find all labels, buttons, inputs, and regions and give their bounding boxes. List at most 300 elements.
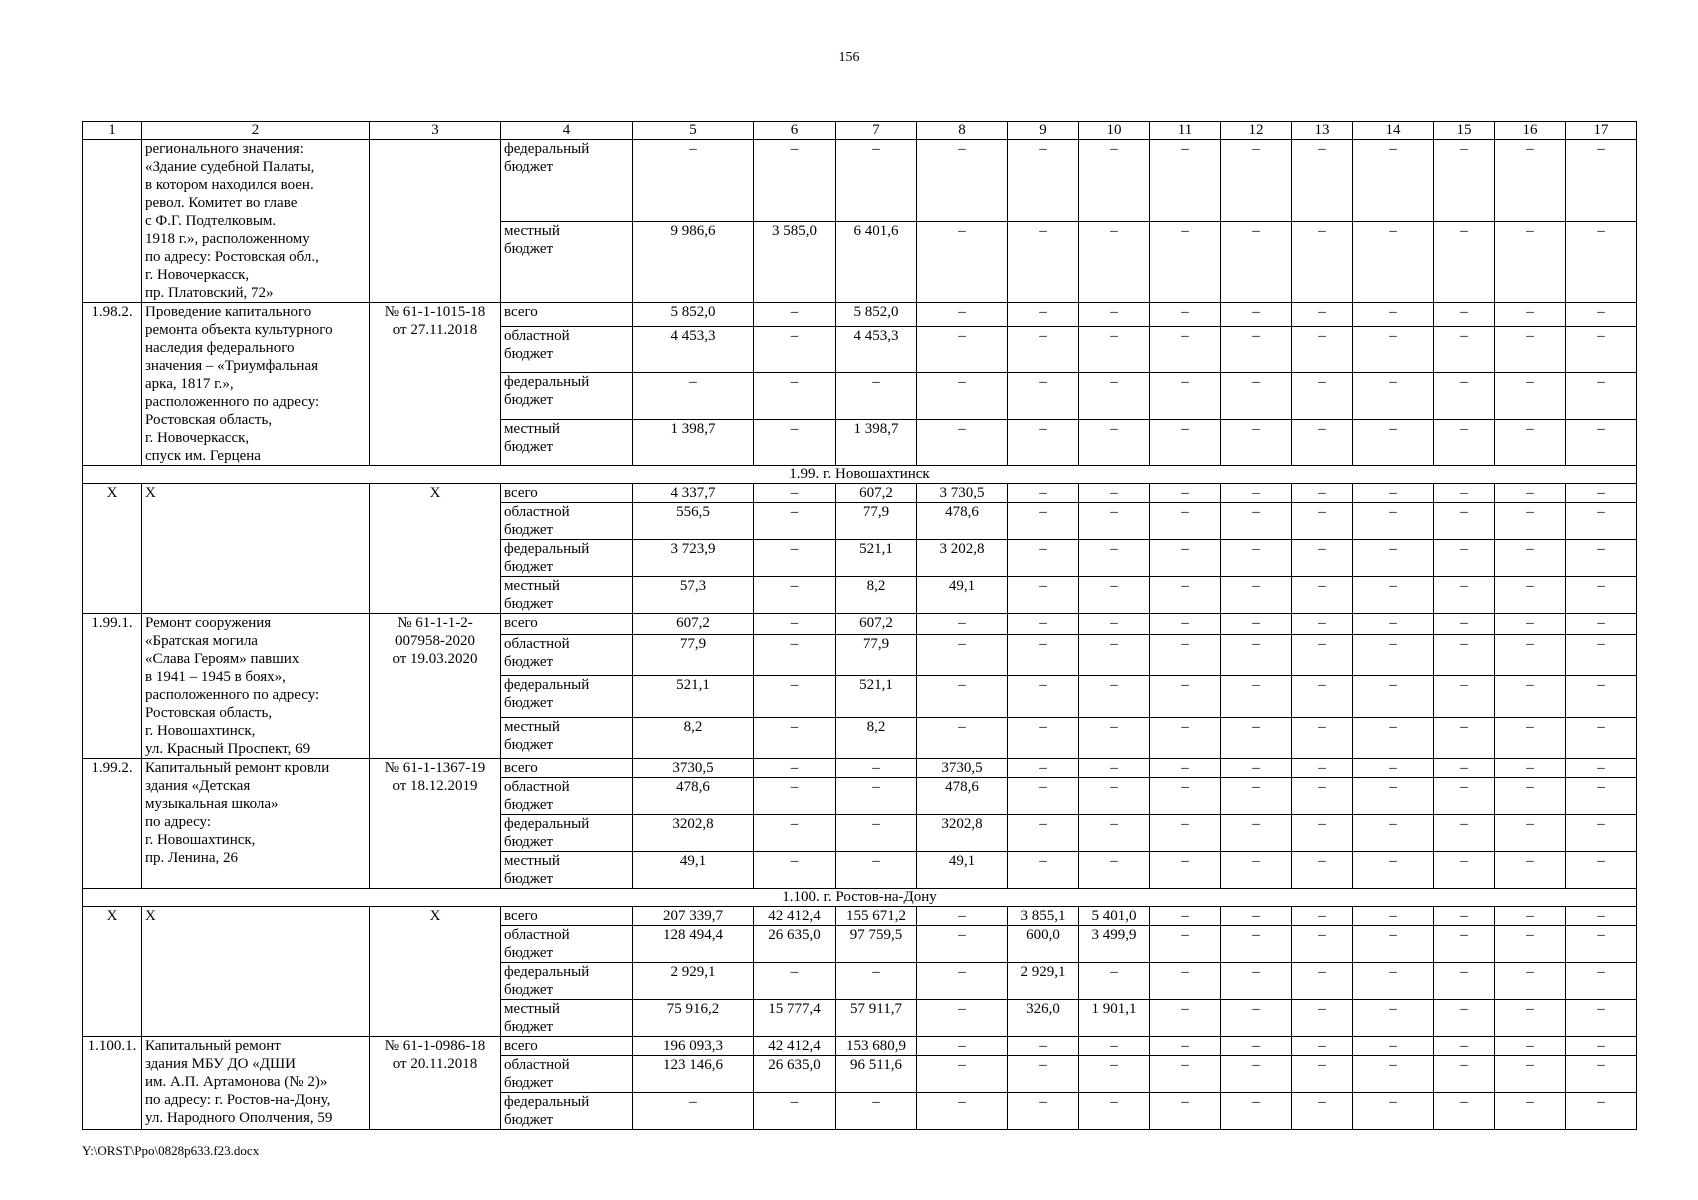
item-number-cell [83, 140, 142, 303]
amount-cell: – [754, 303, 836, 327]
amount-cell: – [917, 1093, 1008, 1130]
amount-cell: – [1566, 577, 1637, 614]
amount-cell: – [1292, 140, 1353, 222]
amount-cell: – [1008, 419, 1079, 465]
amount-cell: – [1221, 221, 1292, 303]
amount-cell: – [1566, 221, 1637, 303]
amount-cell: – [917, 419, 1008, 465]
amount-cell: – [1353, 373, 1434, 419]
amount-cell: – [1079, 759, 1150, 778]
amount-cell: – [1353, 419, 1434, 465]
amount-cell: – [1434, 852, 1495, 889]
amount-cell: – [836, 963, 917, 1000]
amount-cell: 2 929,1 [633, 963, 754, 1000]
amount-cell: – [1353, 503, 1434, 540]
amount-cell: – [917, 1056, 1008, 1093]
expertise-doc-cell: № 61-1-0986-18 от 20.11.2018 [370, 1037, 501, 1130]
amount-cell: – [1008, 676, 1079, 717]
amount-cell: 5 852,0 [633, 303, 754, 327]
amount-cell: – [1566, 614, 1637, 635]
amount-cell: – [1221, 778, 1292, 815]
amount-cell: – [1434, 778, 1495, 815]
funding-source-cell: областной бюджет [501, 503, 633, 540]
amount-cell: 155 671,2 [836, 907, 917, 926]
amount-cell: – [1434, 577, 1495, 614]
amount-cell: – [754, 503, 836, 540]
amount-cell: – [1566, 140, 1637, 222]
amount-cell: – [754, 140, 836, 222]
amount-cell: – [1221, 1093, 1292, 1130]
amount-cell: – [1353, 926, 1434, 963]
amount-cell: 3 585,0 [754, 221, 836, 303]
amount-cell: – [1008, 635, 1079, 676]
amount-cell: – [754, 577, 836, 614]
amount-cell: – [1434, 1037, 1495, 1056]
amount-cell: – [1221, 540, 1292, 577]
amount-cell: – [754, 540, 836, 577]
amount-cell: 607,2 [836, 484, 917, 503]
amount-cell: – [1150, 676, 1221, 717]
column-number-cell: 7 [836, 122, 917, 140]
amount-cell: – [1566, 1000, 1637, 1037]
amount-cell: – [1566, 419, 1637, 465]
table-row [83, 140, 1637, 222]
funding-source-cell: местный бюджет [501, 717, 633, 758]
amount-cell: 57 911,7 [836, 1000, 917, 1037]
amount-cell: – [754, 852, 836, 889]
amount-cell: – [1495, 503, 1566, 540]
amount-cell: – [1008, 1093, 1079, 1130]
amount-cell: – [1566, 778, 1637, 815]
funding-source-cell: федеральный бюджет [501, 140, 633, 222]
amount-cell: 607,2 [633, 614, 754, 635]
amount-cell: 3 723,9 [633, 540, 754, 577]
table-row [83, 759, 1637, 778]
amount-cell: – [1292, 1093, 1353, 1130]
funding-source-cell: федеральный бюджет [501, 676, 633, 717]
amount-cell: – [1495, 635, 1566, 676]
amount-cell: – [1079, 852, 1150, 889]
amount-cell: – [1008, 503, 1079, 540]
amount-cell: – [1221, 759, 1292, 778]
amount-cell: – [1434, 717, 1495, 758]
amount-cell: – [1495, 540, 1566, 577]
amount-cell: – [1079, 326, 1150, 372]
funding-source-cell: местный бюджет [501, 419, 633, 465]
table-row [83, 484, 1637, 503]
amount-cell: – [1079, 1037, 1150, 1056]
amount-cell: – [1221, 326, 1292, 372]
amount-cell: – [1292, 778, 1353, 815]
amount-cell: – [754, 614, 836, 635]
amount-cell: – [1566, 852, 1637, 889]
amount-cell: – [1495, 419, 1566, 465]
amount-cell: – [1495, 326, 1566, 372]
amount-cell: – [1292, 540, 1353, 577]
amount-cell: – [754, 676, 836, 717]
amount-cell: – [1495, 221, 1566, 303]
amount-cell: – [1221, 373, 1292, 419]
amount-cell: – [917, 326, 1008, 372]
amount-cell: – [1434, 373, 1495, 419]
amount-cell: – [1434, 614, 1495, 635]
amount-cell: – [1150, 926, 1221, 963]
amount-cell: – [1566, 1037, 1637, 1056]
amount-cell: 3 855,1 [1008, 907, 1079, 926]
column-number-cell: 1 [83, 122, 142, 140]
amount-cell: – [1495, 778, 1566, 815]
item-number-cell: 1.98.2. [83, 303, 142, 466]
amount-cell: – [754, 326, 836, 372]
amount-cell: – [1353, 815, 1434, 852]
object-name-cell: регионального значения: «Здание судебной Палаты, в котором находился воен. револ. Комитет во главе с Ф.Г. Подтелковым. 1918 г.», расположенному по адресу: Ростовская обл., г. Новочеркасск, пр. Платовский, 72» [142, 140, 370, 303]
amount-cell: – [1292, 419, 1353, 465]
amount-cell: 600,0 [1008, 926, 1079, 963]
amount-cell: – [1566, 484, 1637, 503]
funding-source-cell: всего [501, 1037, 633, 1056]
amount-cell: – [917, 614, 1008, 635]
amount-cell: – [1292, 815, 1353, 852]
amount-cell: 96 511,6 [836, 1056, 917, 1093]
funding-source-cell: федеральный бюджет [501, 540, 633, 577]
amount-cell: – [1008, 778, 1079, 815]
expertise-doc-cell: X [370, 907, 501, 1037]
amount-cell: 521,1 [836, 676, 917, 717]
amount-cell: – [917, 717, 1008, 758]
amount-cell: – [1292, 676, 1353, 717]
amount-cell: – [1495, 852, 1566, 889]
amount-cell: 128 494,4 [633, 926, 754, 963]
amount-cell: – [1150, 815, 1221, 852]
column-number-cell: 15 [1434, 122, 1495, 140]
table-row [83, 1037, 1637, 1056]
amount-cell: – [1079, 1056, 1150, 1093]
amount-cell: – [917, 1000, 1008, 1037]
funding-source-cell: федеральный бюджет [501, 815, 633, 852]
page-number: 156 [838, 50, 860, 65]
amount-cell: – [1566, 635, 1637, 676]
amount-cell: – [1566, 1093, 1637, 1130]
amount-cell: 4 453,3 [633, 326, 754, 372]
column-number-cell: 3 [370, 122, 501, 140]
amount-cell: – [1495, 759, 1566, 778]
amount-cell: – [1150, 852, 1221, 889]
object-name-cell: X [142, 484, 370, 614]
amount-cell: – [1150, 419, 1221, 465]
amount-cell: – [1495, 815, 1566, 852]
amount-cell: – [917, 303, 1008, 327]
amount-cell: – [1566, 963, 1637, 1000]
amount-cell: – [1079, 717, 1150, 758]
amount-cell: – [1008, 577, 1079, 614]
amount-cell: 77,9 [836, 503, 917, 540]
amount-cell: – [1008, 140, 1079, 222]
amount-cell: – [917, 140, 1008, 222]
amount-cell: 26 635,0 [754, 1056, 836, 1093]
column-number-cell: 8 [917, 122, 1008, 140]
amount-cell: – [754, 815, 836, 852]
table-row [83, 907, 1637, 926]
amount-cell: – [1079, 221, 1150, 303]
amount-cell: – [754, 759, 836, 778]
amount-cell: – [1495, 1037, 1566, 1056]
amount-cell: – [1079, 1093, 1150, 1130]
amount-cell: 4 337,7 [633, 484, 754, 503]
amount-cell: – [1353, 303, 1434, 327]
amount-cell: 521,1 [836, 540, 917, 577]
amount-cell: – [917, 221, 1008, 303]
amount-cell: – [1008, 717, 1079, 758]
amount-cell: – [1008, 852, 1079, 889]
amount-cell: – [1353, 484, 1434, 503]
funding-source-cell: федеральный бюджет [501, 1093, 633, 1130]
amount-cell: 4 453,3 [836, 326, 917, 372]
amount-cell: 3 499,9 [1079, 926, 1150, 963]
amount-cell: – [1434, 326, 1495, 372]
amount-cell: – [1150, 1037, 1221, 1056]
amount-cell: 97 759,5 [836, 926, 917, 963]
amount-cell: 49,1 [917, 577, 1008, 614]
expertise-doc-cell: № 61-1-1-2- 007958-2020 от 19.03.2020 [370, 614, 501, 759]
amount-cell: – [1434, 926, 1495, 963]
amount-cell: – [1495, 303, 1566, 327]
section-header-row [83, 466, 1637, 484]
funding-source-cell: всего [501, 614, 633, 635]
amount-cell: – [1292, 484, 1353, 503]
amount-cell: – [1566, 373, 1637, 419]
amount-cell: – [1221, 852, 1292, 889]
amount-cell: 326,0 [1008, 1000, 1079, 1037]
amount-cell: – [1221, 907, 1292, 926]
amount-cell: – [1008, 1037, 1079, 1056]
expertise-doc-cell [370, 140, 501, 303]
amount-cell: 123 146,6 [633, 1056, 754, 1093]
amount-cell: – [1566, 907, 1637, 926]
item-number-cell: 1.99.1. [83, 614, 142, 759]
amount-cell: – [1434, 484, 1495, 503]
amount-cell: – [1079, 484, 1150, 503]
column-number-cell: 10 [1079, 122, 1150, 140]
budget-table [82, 121, 1637, 1130]
amount-cell: – [1353, 717, 1434, 758]
amount-cell: – [1150, 303, 1221, 327]
amount-cell: – [1353, 1037, 1434, 1056]
amount-cell: – [1150, 540, 1221, 577]
amount-cell: – [754, 635, 836, 676]
amount-cell: 57,3 [633, 577, 754, 614]
amount-cell: – [1495, 1000, 1566, 1037]
amount-cell: – [754, 484, 836, 503]
funding-source-cell: всего [501, 484, 633, 503]
amount-cell: – [836, 373, 917, 419]
amount-cell: – [1292, 1037, 1353, 1056]
amount-cell: 3 202,8 [917, 540, 1008, 577]
amount-cell: 5 852,0 [836, 303, 917, 327]
amount-cell: 478,6 [633, 778, 754, 815]
amount-cell: – [917, 1037, 1008, 1056]
amount-cell: – [1221, 503, 1292, 540]
amount-cell: – [1150, 503, 1221, 540]
amount-cell: – [1353, 540, 1434, 577]
amount-cell: 556,5 [633, 503, 754, 540]
amount-cell: – [1495, 1056, 1566, 1093]
column-number-cell: 6 [754, 122, 836, 140]
amount-cell: – [754, 963, 836, 1000]
amount-cell: – [1353, 1056, 1434, 1093]
amount-cell: 49,1 [633, 852, 754, 889]
amount-cell: – [1079, 577, 1150, 614]
amount-cell: – [836, 815, 917, 852]
amount-cell: – [1566, 503, 1637, 540]
amount-cell: – [1292, 614, 1353, 635]
funding-source-cell: местный бюджет [501, 221, 633, 303]
amount-cell: – [1292, 577, 1353, 614]
item-number-cell: X [83, 907, 142, 1037]
amount-cell: – [1221, 1000, 1292, 1037]
amount-cell: – [1150, 221, 1221, 303]
amount-cell: – [1079, 676, 1150, 717]
amount-cell: – [1434, 1056, 1495, 1093]
amount-cell: – [1353, 221, 1434, 303]
amount-cell: – [1079, 815, 1150, 852]
amount-cell: – [1079, 503, 1150, 540]
amount-cell: 5 401,0 [1079, 907, 1150, 926]
column-number-cell: 16 [1495, 122, 1566, 140]
amount-cell: – [1292, 1000, 1353, 1037]
amount-cell: – [1221, 577, 1292, 614]
amount-cell: – [1079, 303, 1150, 327]
amount-cell: – [1150, 778, 1221, 815]
amount-cell: – [1292, 759, 1353, 778]
amount-cell: – [836, 140, 917, 222]
amount-cell: – [1495, 963, 1566, 1000]
amount-cell: – [1566, 717, 1637, 758]
expertise-doc-cell: № 61-1-1015-18 от 27.11.2018 [370, 303, 501, 466]
amount-cell: – [917, 907, 1008, 926]
expertise-doc-cell: № 61-1-1367-19 от 18.12.2019 [370, 759, 501, 889]
amount-cell: – [1495, 926, 1566, 963]
amount-cell: – [1353, 759, 1434, 778]
amount-cell: – [1495, 373, 1566, 419]
amount-cell: – [754, 1093, 836, 1130]
amount-cell: – [1150, 963, 1221, 1000]
amount-cell: – [1221, 1056, 1292, 1093]
amount-cell: 77,9 [633, 635, 754, 676]
amount-cell: – [1292, 635, 1353, 676]
amount-cell: – [917, 926, 1008, 963]
amount-cell: – [917, 963, 1008, 1000]
amount-cell: 478,6 [917, 778, 1008, 815]
amount-cell: – [1434, 907, 1495, 926]
amount-cell: 196 093,3 [633, 1037, 754, 1056]
amount-cell: – [1292, 221, 1353, 303]
amount-cell: – [1221, 614, 1292, 635]
amount-cell: – [1566, 540, 1637, 577]
section-header-row [83, 889, 1637, 907]
amount-cell: – [633, 140, 754, 222]
amount-cell: 478,6 [917, 503, 1008, 540]
amount-cell: – [1434, 635, 1495, 676]
amount-cell: – [1434, 419, 1495, 465]
column-number-cell: 4 [501, 122, 633, 140]
funding-source-cell: местный бюджет [501, 852, 633, 889]
funding-source-cell: федеральный бюджет [501, 963, 633, 1000]
funding-source-cell: всего [501, 759, 633, 778]
column-number-cell: 11 [1150, 122, 1221, 140]
amount-cell: – [1008, 221, 1079, 303]
amount-cell: – [1353, 140, 1434, 222]
amount-cell: – [1221, 635, 1292, 676]
amount-cell: – [1495, 577, 1566, 614]
amount-cell: – [633, 1093, 754, 1130]
amount-cell: 1 398,7 [633, 419, 754, 465]
amount-cell: – [917, 635, 1008, 676]
amount-cell: – [1495, 907, 1566, 926]
amount-cell: – [1221, 484, 1292, 503]
amount-cell: – [1353, 577, 1434, 614]
amount-cell: – [1008, 484, 1079, 503]
amount-cell: – [1353, 676, 1434, 717]
amount-cell: – [1353, 852, 1434, 889]
amount-cell: – [1150, 577, 1221, 614]
amount-cell: – [1079, 614, 1150, 635]
amount-cell: – [1353, 326, 1434, 372]
amount-cell: 42 412,4 [754, 907, 836, 926]
amount-cell: 607,2 [836, 614, 917, 635]
amount-cell: – [1434, 503, 1495, 540]
item-number-cell: X [83, 484, 142, 614]
column-number-cell: 13 [1292, 122, 1353, 140]
funding-source-cell: местный бюджет [501, 1000, 633, 1037]
amount-cell: 42 412,4 [754, 1037, 836, 1056]
amount-cell: – [1434, 1000, 1495, 1037]
amount-cell: – [917, 676, 1008, 717]
column-number-cell: 5 [633, 122, 754, 140]
amount-cell: 9 986,6 [633, 221, 754, 303]
amount-cell: – [1292, 373, 1353, 419]
amount-cell: – [1292, 326, 1353, 372]
amount-cell: – [1434, 140, 1495, 222]
amount-cell: – [1292, 852, 1353, 889]
amount-cell: – [1495, 140, 1566, 222]
amount-cell: – [1079, 419, 1150, 465]
amount-cell: – [1353, 635, 1434, 676]
amount-cell: – [1434, 759, 1495, 778]
column-number-row [83, 122, 1637, 140]
amount-cell: – [1079, 963, 1150, 1000]
amount-cell: – [1434, 1093, 1495, 1130]
amount-cell: – [1495, 1093, 1566, 1130]
amount-cell: – [1292, 303, 1353, 327]
amount-cell: – [1008, 1056, 1079, 1093]
amount-cell: – [1434, 221, 1495, 303]
amount-cell: – [1292, 907, 1353, 926]
funding-source-cell: областной бюджет [501, 635, 633, 676]
object-name-cell: Капитальный ремонт здания МБУ ДО «ДШИ им. А.П. Артамонова (№ 2)» по адресу: г. Ростов-на-Дону, ул. Народного Ополчения, 59 [142, 1037, 370, 1130]
funding-source-cell: всего [501, 907, 633, 926]
amount-cell: – [1434, 540, 1495, 577]
amount-cell: – [1079, 635, 1150, 676]
amount-cell: – [1434, 815, 1495, 852]
amount-cell: – [1495, 717, 1566, 758]
amount-cell: – [633, 373, 754, 419]
amount-cell: – [1150, 759, 1221, 778]
amount-cell: – [1292, 963, 1353, 1000]
amount-cell: – [1292, 1056, 1353, 1093]
object-name-cell: Капитальный ремонт кровли здания «Детская музыкальная школа» по адресу: г. Новошахтинск, пр. Ленина, 26 [142, 759, 370, 889]
amount-cell: – [1353, 1093, 1434, 1130]
item-number-cell: 1.100.1. [83, 1037, 142, 1130]
